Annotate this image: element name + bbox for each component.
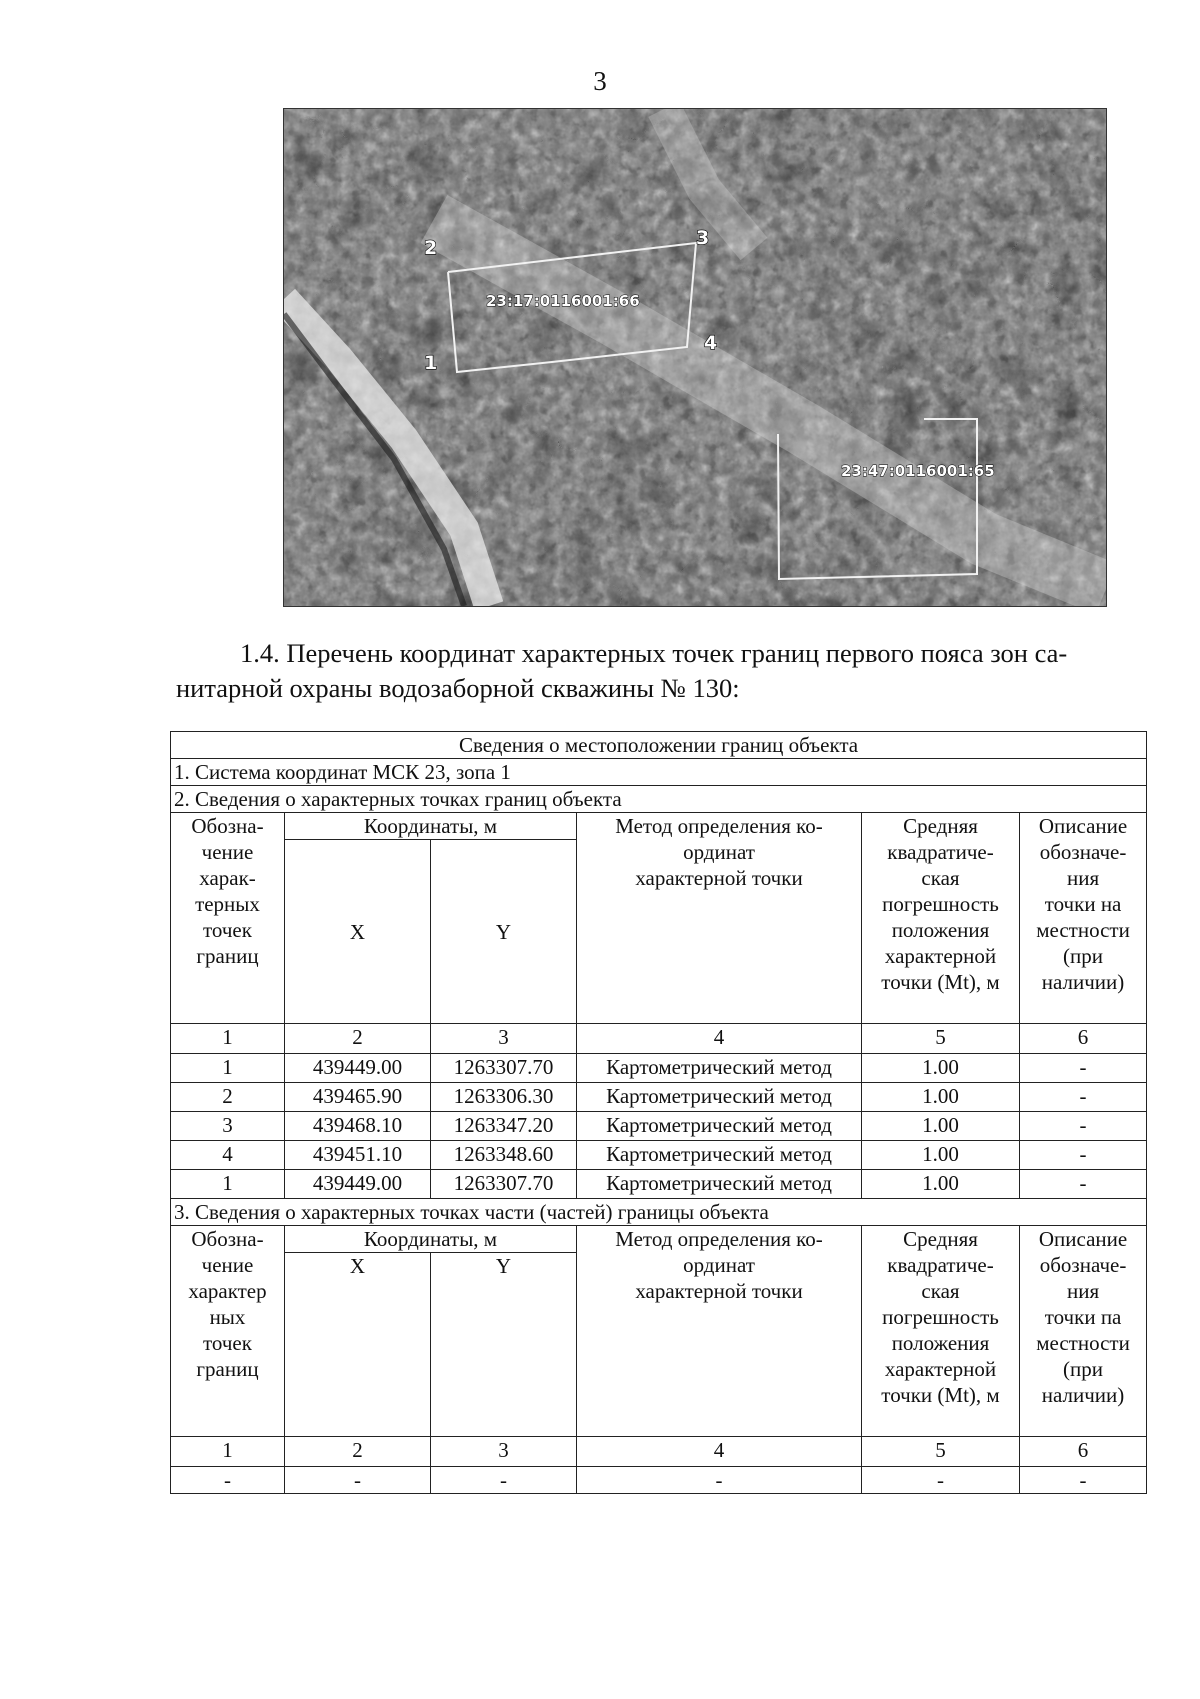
cell-point: 2 bbox=[171, 1083, 285, 1112]
header-description-line: точки па bbox=[1044, 1305, 1122, 1329]
map-point-label-2: 2 bbox=[424, 237, 438, 259]
header-designation-line: Обозна- bbox=[191, 1227, 264, 1251]
map-point-label-3: 3 bbox=[696, 227, 710, 249]
header-y: Y bbox=[431, 1253, 577, 1437]
header-method-line: характерной точки bbox=[635, 1279, 803, 1303]
cell-x: 439451.10 bbox=[285, 1141, 431, 1170]
header-designation-line: границ bbox=[196, 1357, 259, 1381]
header-description-line: обозначе- bbox=[1039, 1253, 1127, 1277]
header-designation bbox=[171, 813, 285, 1024]
header-error-line: ская bbox=[921, 1279, 960, 1303]
column-number: 5 bbox=[862, 1437, 1020, 1467]
column-number: 4 bbox=[577, 1437, 862, 1467]
header-description-line: ния bbox=[1066, 866, 1100, 890]
cell-x: 439468.10 bbox=[285, 1112, 431, 1141]
header-designation bbox=[171, 1226, 285, 1437]
cell-mt: 1.00 bbox=[862, 1170, 1020, 1199]
column-number: 3 bbox=[431, 1437, 577, 1467]
cell-mt: 1.00 bbox=[862, 1141, 1020, 1170]
table-row bbox=[171, 1170, 1147, 1199]
cell-description: - bbox=[1020, 1083, 1147, 1112]
cell-point: 4 bbox=[171, 1141, 285, 1170]
header-error-line: характерной bbox=[884, 944, 997, 968]
header-y: Y bbox=[431, 840, 577, 1024]
column-number: 2 bbox=[285, 1437, 431, 1467]
header-error-line: точки (Mt), м bbox=[881, 970, 1000, 994]
cell-method: Картометрический метод bbox=[577, 1112, 862, 1141]
header-description-line: Описание bbox=[1038, 814, 1128, 838]
cell-y: 1263307.70 bbox=[431, 1054, 577, 1083]
column-number: 1 bbox=[171, 1437, 285, 1467]
cell-x: 439449.00 bbox=[285, 1054, 431, 1083]
cell-mt: 1.00 bbox=[862, 1083, 1020, 1112]
header-method bbox=[577, 1226, 862, 1437]
cell-description: - bbox=[1020, 1141, 1147, 1170]
header-error-line: Средняя bbox=[903, 1227, 978, 1251]
table-row bbox=[171, 1083, 1147, 1112]
cell-x: 439465.90 bbox=[285, 1083, 431, 1112]
column-number: 4 bbox=[577, 1024, 862, 1054]
map-parcel-label-65: 23:47:0116001:65 bbox=[841, 462, 995, 480]
header-error-line: погрешность bbox=[882, 1305, 999, 1329]
map-point-label-4: 4 bbox=[704, 332, 718, 354]
cell-method: Картометрический метод bbox=[577, 1170, 862, 1199]
cell-point: 1 bbox=[171, 1054, 285, 1083]
header-coordinates: Координаты, м bbox=[285, 813, 577, 840]
header-description bbox=[1020, 813, 1147, 1024]
cell-empty: - bbox=[171, 1467, 285, 1494]
column-number: 1 bbox=[171, 1024, 285, 1054]
cell-y: 1263348.60 bbox=[431, 1141, 577, 1170]
column-number: 3 bbox=[431, 1024, 577, 1054]
header-coordinates: Координаты, м bbox=[285, 1226, 577, 1253]
header-designation-line: границ bbox=[196, 944, 259, 968]
section-3-heading: 3. Сведения о характерных точках части (частей) границы объекта bbox=[171, 1199, 1147, 1226]
cell-point: 1 bbox=[171, 1170, 285, 1199]
table-row bbox=[171, 1467, 1147, 1494]
header-x: X bbox=[285, 1253, 431, 1437]
cell-empty: - bbox=[577, 1467, 862, 1494]
cell-method: Картометрический метод bbox=[577, 1054, 862, 1083]
cell-description: - bbox=[1020, 1170, 1147, 1199]
header-error-line: положения bbox=[891, 1331, 990, 1355]
header-designation-line: точек bbox=[203, 918, 252, 942]
header-description bbox=[1020, 1226, 1147, 1437]
header-designation-line: Обозна- bbox=[191, 814, 264, 838]
cell-x: 439449.00 bbox=[285, 1170, 431, 1199]
header-description-line: (при bbox=[1063, 944, 1104, 968]
column-number: 6 bbox=[1020, 1437, 1147, 1467]
section-2-heading: 2. Сведения о характерных точках границ объекта bbox=[171, 786, 1147, 813]
header-description-line: точки на bbox=[1044, 892, 1122, 916]
header-designation-line: харак- bbox=[199, 866, 256, 890]
header-description-line: Описание bbox=[1038, 1227, 1128, 1251]
header-error bbox=[862, 1226, 1020, 1437]
table-title: Сведения о местоположении границ объекта bbox=[171, 732, 1147, 759]
cell-empty: - bbox=[862, 1467, 1020, 1494]
header-method bbox=[577, 813, 862, 1024]
cell-description: - bbox=[1020, 1054, 1147, 1083]
header-description-line: обозначе- bbox=[1039, 840, 1127, 864]
header-designation-line: ных bbox=[209, 1305, 246, 1329]
header-method-line: характерной точки bbox=[635, 866, 803, 890]
page-number: 3 bbox=[593, 66, 607, 96]
satellite-map-image bbox=[283, 108, 1107, 607]
cell-empty: - bbox=[431, 1467, 577, 1494]
cell-point: 3 bbox=[171, 1112, 285, 1141]
table-row bbox=[171, 1112, 1147, 1141]
header-designation-line: терных bbox=[195, 892, 260, 916]
header-designation-line: чение bbox=[201, 1253, 254, 1277]
header-method-line: Метод определения ко- bbox=[615, 1227, 823, 1251]
header-error-line: Средняя bbox=[903, 814, 978, 838]
cell-empty: - bbox=[1020, 1467, 1147, 1494]
cell-method: Картометрический метод bbox=[577, 1141, 862, 1170]
header-error-line: ская bbox=[921, 866, 960, 890]
header-description-line: наличии) bbox=[1041, 1383, 1125, 1407]
cell-empty: - bbox=[285, 1467, 431, 1494]
section-paragraph bbox=[176, 636, 1146, 706]
column-number: 2 bbox=[285, 1024, 431, 1054]
column-number: 6 bbox=[1020, 1024, 1147, 1054]
cell-y: 1263306.30 bbox=[431, 1083, 577, 1112]
cell-y: 1263307.70 bbox=[431, 1170, 577, 1199]
cell-y: 1263347.20 bbox=[431, 1112, 577, 1141]
cell-description: - bbox=[1020, 1112, 1147, 1141]
header-description-line: (при bbox=[1063, 1357, 1104, 1381]
header-designation-line: точек bbox=[203, 1331, 252, 1355]
header-error-line: квадратиче- bbox=[887, 1253, 994, 1277]
header-designation-line: характер bbox=[188, 1279, 267, 1303]
column-number: 5 bbox=[862, 1024, 1020, 1054]
header-method-line: ординат bbox=[683, 840, 755, 864]
header-error bbox=[862, 813, 1020, 1024]
header-x: X bbox=[285, 840, 431, 1024]
header-description-line: наличии) bbox=[1041, 970, 1125, 994]
paragraph-line-1: 1.4. Перечень координат характерных точек границ первого пояса зон са- bbox=[240, 638, 1068, 668]
paragraph-line-2: нитарной охраны водозаборной скважины № 130: bbox=[176, 673, 740, 703]
cell-mt: 1.00 bbox=[862, 1112, 1020, 1141]
header-error-line: погрешность bbox=[882, 892, 999, 916]
header-description-line: местности bbox=[1036, 918, 1130, 942]
header-error-line: точки (Mt), м bbox=[881, 1383, 1000, 1407]
header-description-line: ния bbox=[1066, 1279, 1100, 1303]
coordinates-table bbox=[170, 731, 1147, 1494]
header-designation-line: чение bbox=[201, 840, 254, 864]
coordinate-system-row: 1. Система координат МСК 23, зопа 1 bbox=[171, 759, 1147, 786]
header-description-line: местности bbox=[1036, 1331, 1130, 1355]
header-error-line: квадратиче- bbox=[887, 840, 994, 864]
header-error-line: характерной bbox=[884, 1357, 997, 1381]
table-row bbox=[171, 1054, 1147, 1083]
map-parcel-label-66: 23:17:0116001:66 bbox=[486, 292, 640, 310]
header-method-line: ординат bbox=[683, 1253, 755, 1277]
header-method-line: Метод определения ко- bbox=[615, 814, 823, 838]
map-point-label-1: 1 bbox=[424, 352, 438, 374]
header-error-line: положения bbox=[891, 918, 990, 942]
cell-mt: 1.00 bbox=[862, 1054, 1020, 1083]
table-row bbox=[171, 1141, 1147, 1170]
cell-method: Картометрический метод bbox=[577, 1083, 862, 1112]
